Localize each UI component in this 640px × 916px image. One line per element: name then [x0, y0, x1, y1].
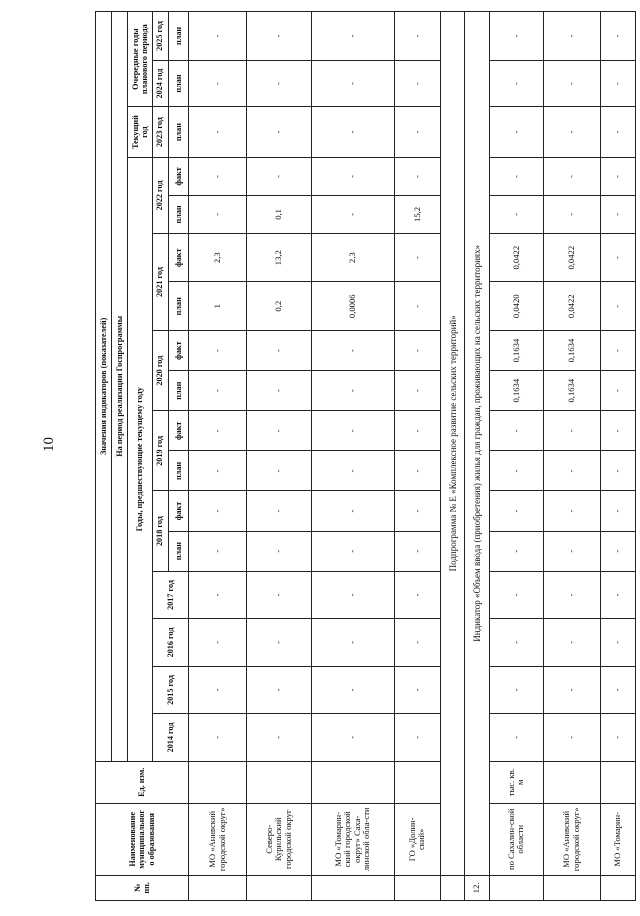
header-year-2020: 2020 год — [152, 331, 168, 411]
subprogram-row — [441, 12, 465, 901]
cell-2021-fact: - — [394, 233, 440, 282]
row-number — [311, 875, 394, 900]
cell-2021-plan: - — [600, 282, 635, 331]
cell-2017: - — [544, 571, 601, 619]
cell-2020-plan: - — [311, 371, 394, 411]
header-year-2016: 2016 год — [152, 619, 188, 667]
indicator-row — [465, 12, 489, 901]
cell-2016: - — [247, 619, 312, 667]
cell-2017: - — [311, 571, 394, 619]
cell-2020-plan: - — [600, 371, 635, 411]
cell-2021-fact: 13,2 — [247, 233, 312, 282]
row-unit — [188, 761, 247, 803]
cell-2024-plan: - — [247, 60, 312, 106]
row-unit — [247, 761, 312, 803]
cell-2020-plan: 0,1634 — [544, 371, 601, 411]
cell-2022-plan: 0,1 — [247, 195, 312, 233]
cell-2025-plan: - — [600, 12, 635, 61]
cell-2021-plan: - — [394, 282, 440, 331]
table-row — [600, 12, 635, 901]
cell-2014: - — [489, 714, 544, 762]
cell-2023-plan: - — [247, 107, 312, 158]
cell-2019-plan: - — [544, 451, 601, 491]
header-year-2015: 2015 год — [152, 666, 188, 714]
header-current-year: Текущий год — [128, 107, 152, 158]
cell-2021-fact: - — [600, 233, 635, 282]
cell-2020-plan: - — [188, 371, 247, 411]
row-number — [600, 875, 635, 900]
header-next-years: Очередные годы планового периода — [128, 12, 152, 107]
row-municipality-name: МО «Анивский городской округ» — [188, 803, 247, 875]
header-previous-years: Годы, предшествующие текущему году — [128, 157, 152, 761]
cell-2021-plan: 0,0006 — [311, 282, 394, 331]
indicator-number: 12. — [465, 875, 489, 900]
cell-2015: - — [544, 666, 601, 714]
cell-2018-fact: - — [600, 491, 635, 531]
header-plan-2025: план — [168, 12, 188, 61]
cell-2014: - — [544, 714, 601, 762]
cell-2024-plan: - — [311, 60, 394, 106]
cell-2024-plan: - — [544, 60, 601, 106]
header-year-2019: 2019 год — [152, 411, 168, 491]
cell-2015: - — [489, 666, 544, 714]
cell-2019-plan: - — [489, 451, 544, 491]
cell-2019-fact: - — [311, 411, 394, 451]
header-program-period: На период реализации Госпрограммы — [112, 12, 128, 762]
indicator-table-frame — [95, 11, 636, 901]
cell-2016: - — [544, 619, 601, 667]
cell-2015: - — [394, 666, 440, 714]
cell-2021-plan: 0,0422 — [544, 282, 601, 331]
cell-2022-fact: - — [489, 157, 544, 195]
cell-2025-plan: - — [544, 12, 601, 61]
cell-2018-fact: - — [188, 491, 247, 531]
header-plan-2018: план — [168, 531, 188, 571]
header-plan-2022: план — [168, 195, 188, 233]
header-plan-2024: план — [168, 60, 188, 106]
cell-2019-fact: - — [247, 411, 312, 451]
row-number — [394, 875, 440, 900]
header-plan-2023: план — [168, 107, 188, 158]
cell-2021-fact: 2,3 — [311, 233, 394, 282]
cell-2020-fact: 0,1634 — [489, 331, 544, 371]
cell-2017: - — [394, 571, 440, 619]
header-plan-2021: план — [168, 282, 188, 331]
cell-2022-fact: - — [600, 157, 635, 195]
cell-2022-plan: - — [544, 195, 601, 233]
cell-2020-fact: - — [247, 331, 312, 371]
cell-2018-plan: - — [544, 531, 601, 571]
indicator-title: Индикатор «Объем ввода (приобретения) жилья для граждан, проживающих на сельских территориях» — [465, 12, 489, 876]
row-number — [188, 875, 247, 900]
indicator-table — [95, 11, 636, 901]
row-number — [544, 875, 601, 900]
cell-2022-plan: 15,2 — [394, 195, 440, 233]
cell-2018-fact: - — [247, 491, 312, 531]
cell-2018-fact: - — [394, 491, 440, 531]
cell-2016: - — [489, 619, 544, 667]
header-year-2022: 2022 год — [152, 157, 168, 233]
header-year-2023: 2023 год — [152, 107, 168, 158]
cell-2021-plan: 1 — [188, 282, 247, 331]
cell-2022-fact: - — [394, 157, 440, 195]
cell-2021-fact: 0,0422 — [544, 233, 601, 282]
cell-2018-fact: - — [544, 491, 601, 531]
cell-2023-plan: - — [489, 107, 544, 158]
cell-2021-fact: 0,0422 — [489, 233, 544, 282]
row-unit: тыс. кв. м — [489, 761, 544, 803]
cell-2019-fact: - — [188, 411, 247, 451]
row-unit — [311, 761, 394, 803]
page-number: 10 — [41, 437, 57, 452]
cell-2018-fact: - — [311, 491, 394, 531]
cell-2023-plan: - — [544, 107, 601, 158]
cell-2021-plan: 0,0420 — [489, 282, 544, 331]
cell-2024-plan: - — [600, 60, 635, 106]
cell-2015: - — [600, 666, 635, 714]
cell-2025-plan: - — [394, 12, 440, 61]
cell-2022-plan: - — [489, 195, 544, 233]
cell-2019-fact: - — [489, 411, 544, 451]
header-year-2025: 2025 год — [152, 12, 168, 61]
cell-2025-plan: - — [188, 12, 247, 61]
cell-2019-fact: - — [600, 411, 635, 451]
header-year-2017: 2017 год — [152, 571, 188, 619]
table-row — [247, 12, 312, 901]
header-plan-2019: план — [168, 451, 188, 491]
header-indicator-values: Значения индикаторов (показателей) — [96, 12, 112, 762]
cell-2014: - — [188, 714, 247, 762]
cell-2022-fact: - — [247, 157, 312, 195]
cell-2020-fact: - — [600, 331, 635, 371]
cell-2014: - — [247, 714, 312, 762]
cell-2018-plan: - — [394, 531, 440, 571]
cell-2016: - — [311, 619, 394, 667]
subprogram-number — [441, 875, 465, 900]
header-year-2024: 2024 год — [152, 60, 168, 106]
header-plan-2020: план — [168, 371, 188, 411]
cell-2019-plan: - — [600, 451, 635, 491]
cell-2021-plan: 0,2 — [247, 282, 312, 331]
cell-2018-plan: - — [489, 531, 544, 571]
header-year-2021: 2021 год — [152, 233, 168, 330]
cell-2023-plan: - — [311, 107, 394, 158]
cell-2019-fact: - — [544, 411, 601, 451]
cell-2017: - — [188, 571, 247, 619]
cell-2020-plan: - — [247, 371, 312, 411]
header-number: № пп. — [96, 875, 189, 900]
cell-2024-plan: - — [394, 60, 440, 106]
cell-2022-fact: - — [188, 157, 247, 195]
row-municipality-name: по Сахалин-ской области — [489, 803, 544, 875]
cell-2016: - — [394, 619, 440, 667]
header-fact-2018: факт — [168, 491, 188, 531]
cell-2017: - — [600, 571, 635, 619]
cell-2022-plan: - — [188, 195, 247, 233]
table-row — [394, 12, 440, 901]
row-unit — [544, 761, 601, 803]
cell-2020-fact: 0,1634 — [544, 331, 601, 371]
row-municipality-name: МО «Томарин-ский городской округ» Саха-линской обла-сти — [311, 803, 394, 875]
header-municipality-name: Наименование муниципальног о образования — [96, 803, 189, 875]
cell-2023-plan: - — [188, 107, 247, 158]
cell-2018-plan: - — [311, 531, 394, 571]
row-municipality-name: ГО «Долин-ский» — [394, 803, 440, 875]
cell-2023-plan: - — [394, 107, 440, 158]
cell-2023-plan: - — [600, 107, 635, 158]
cell-2014: - — [600, 714, 635, 762]
cell-2020-plan: - — [394, 371, 440, 411]
cell-2021-fact: 2,3 — [188, 233, 247, 282]
cell-2016: - — [600, 619, 635, 667]
cell-2016: - — [188, 619, 247, 667]
cell-2022-fact: - — [544, 157, 601, 195]
cell-2020-fact: - — [188, 331, 247, 371]
cell-2022-plan: - — [311, 195, 394, 233]
row-unit — [600, 761, 635, 803]
header-unit: Ед. изм. — [96, 761, 189, 803]
table-row — [188, 12, 247, 901]
subprogram-title: Подпрограмма № Е «Комплексное развитие сельских территорий» — [441, 12, 465, 876]
cell-2025-plan: - — [247, 12, 312, 61]
header-fact-2019: факт — [168, 411, 188, 451]
cell-2018-plan: - — [188, 531, 247, 571]
header-year-2018: 2018 год — [152, 491, 168, 571]
header-fact-2022: факт — [168, 157, 188, 195]
cell-2015: - — [311, 666, 394, 714]
cell-2024-plan: - — [489, 60, 544, 106]
cell-2019-plan: - — [394, 451, 440, 491]
table-row — [311, 12, 394, 901]
table-row — [489, 12, 544, 901]
row-municipality-name: МО «Анивский городской округ» — [544, 803, 601, 875]
cell-2020-fact: - — [311, 331, 394, 371]
cell-2024-plan: - — [188, 60, 247, 106]
row-number — [489, 875, 544, 900]
cell-2014: - — [394, 714, 440, 762]
header-year-2014: 2014 год — [152, 714, 188, 762]
cell-2025-plan: - — [311, 12, 394, 61]
cell-2019-plan: - — [247, 451, 312, 491]
cell-2022-plan: - — [600, 195, 635, 233]
cell-2019-fact: - — [394, 411, 440, 451]
cell-2018-fact: - — [489, 491, 544, 531]
row-municipality-name: Северо-Курильский городской округ — [247, 803, 312, 875]
cell-2018-plan: - — [247, 531, 312, 571]
row-unit — [394, 761, 440, 803]
cell-2017: - — [247, 571, 312, 619]
row-number — [247, 875, 312, 900]
cell-2020-plan: 0,1634 — [489, 371, 544, 411]
cell-2018-plan: - — [600, 531, 635, 571]
header-fact-2021: факт — [168, 233, 188, 282]
cell-2019-plan: - — [311, 451, 394, 491]
cell-2017: - — [489, 571, 544, 619]
cell-2019-plan: - — [188, 451, 247, 491]
row-municipality-name: МО «Томарин- — [600, 803, 635, 875]
header-row-1 — [96, 12, 112, 901]
header-fact-2020: факт — [168, 331, 188, 371]
cell-2022-fact: - — [311, 157, 394, 195]
cell-2014: - — [311, 714, 394, 762]
table-row — [544, 12, 601, 901]
cell-2015: - — [188, 666, 247, 714]
cell-2025-plan: - — [489, 12, 544, 61]
cell-2015: - — [247, 666, 312, 714]
cell-2020-fact: - — [394, 331, 440, 371]
